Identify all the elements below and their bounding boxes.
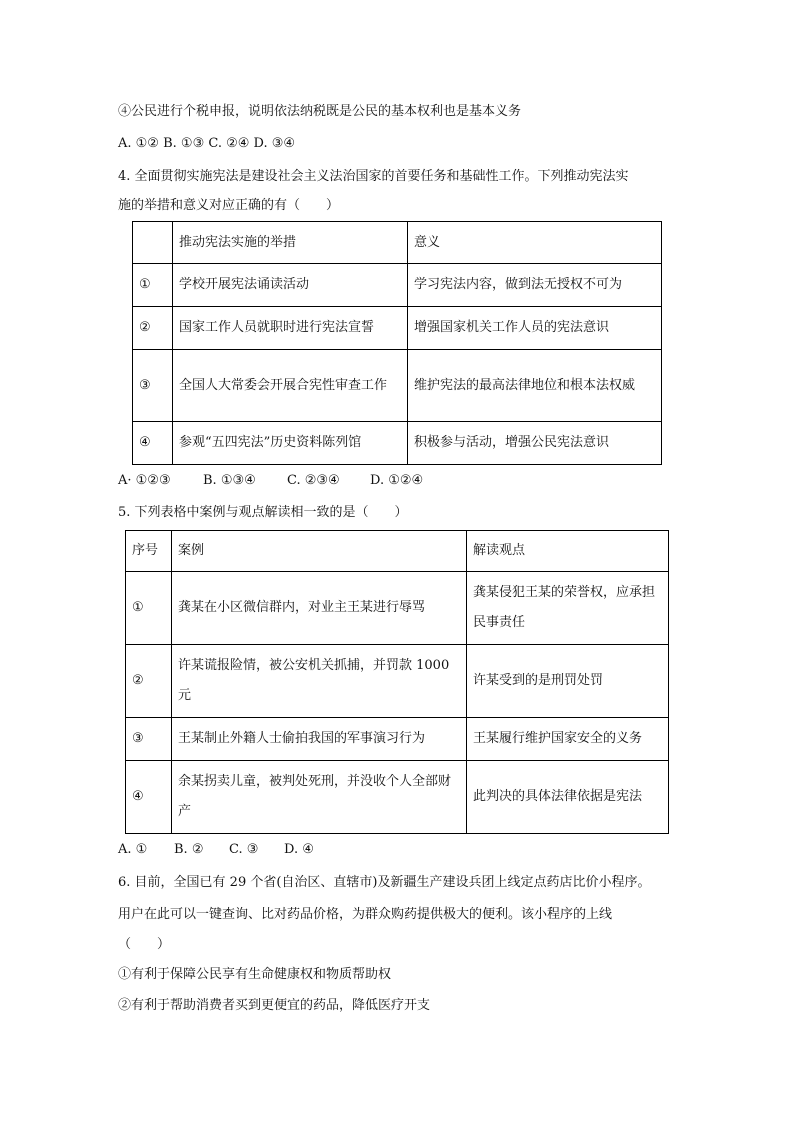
measure-cell: 参观“五四宪法”历史资料陈列馆 [173,422,408,465]
q5-table [125,530,669,834]
option-d: D. ①②④ [370,473,424,488]
row-number: ① [126,572,172,645]
table-header-row [133,222,662,264]
q3-statement-4: ④公民进行个税申报，说明依法纳税既是公民的基本权利也是基本义务 [118,104,522,119]
table-row [133,350,662,422]
option-a: A. ① [118,842,148,857]
q5-stem: 5. 下列表格中案例与观点解读相一致的是（ ） [118,505,408,520]
case-cell: 王某制止外籍人士偷拍我国的军事演习行为 [172,718,467,761]
meaning-cell: 增强国家机关工作人员的宪法意识 [408,307,662,350]
case-cell: 龚某在小区微信群内，对业主王某进行辱骂 [172,572,467,645]
q6-stem-line-2: 用户在此可以一键查询、比对药品价格，为群众购药提供极大的便利。该小程序的上线 [118,907,613,922]
table-header-row [126,531,669,572]
view-cell: 龚某侵犯王某的荣誉权，应承担民事责任 [467,572,669,645]
option-c: C. ③ [229,842,259,857]
view-cell: 此判决的具体法律依据是宪法 [467,761,669,834]
table-row [133,264,662,307]
case-cell: 余某拐卖儿童，被判处死刑，并没收个人全部财产 [172,761,467,834]
view-cell: 王某履行维护国家安全的义务 [467,718,669,761]
row-number: ③ [126,718,172,761]
table-header-cell: 序号 [126,531,172,572]
table-header-cell: 案例 [172,531,467,572]
case-cell: 许某谎报险情，被公安机关抓捕，并罚款 1000 元 [172,645,467,718]
q6-statement-2: ②有利于帮助消费者买到更便宜的药品，降低医疗开支 [118,998,431,1013]
q6-stem-line-1: 6. 目前，全国已有 29 个省(自治区、直辖市)及新疆生产建设兵团上线定点药店比价小程序。 [118,875,651,890]
measure-cell: 学校开展宪法诵读活动 [173,264,408,307]
row-number: ② [126,645,172,718]
row-number: ② [133,307,173,350]
q6-stem-line-3: （ ） [118,937,171,952]
view-cell: 许某受到的是刑罚处罚 [467,645,669,718]
table-row [126,572,669,645]
row-number: ④ [126,761,172,834]
q4-options [118,471,423,491]
row-number: ③ [133,350,173,422]
option-b: B. ② [174,842,204,857]
table-header-cell: 推动宪法实施的举措 [173,222,408,264]
option-b: B. ①③④ [203,473,256,488]
meaning-cell: 积极参与活动，增强公民宪法意识 [408,422,662,465]
q4-stem-line-2: 施的举措和意义对应正确的有（ ） [118,198,340,213]
q6-statement-1: ①有利于保障公民享有生命健康权和物质帮助权 [118,967,392,982]
q5-options [118,840,314,860]
table-row [133,422,662,465]
q4-table [132,221,662,465]
table-header-cell: 意义 [408,222,662,264]
table-row [126,645,669,718]
table-row [126,761,669,834]
table-row [126,718,669,761]
measure-cell: 国家工作人员就职时进行宪法宣誓 [173,307,408,350]
row-number: ④ [133,422,173,465]
option-a: A· ①②③ [118,473,171,488]
table-header-cell [133,222,173,264]
table-row [133,307,662,350]
q4-stem-line-1: 4. 全面贯彻实施宪法是建设社会主义法治国家的首要任务和基础性工作。下列推动宪法实 [118,169,629,184]
meaning-cell: 维护宪法的最高法律地位和根本法权威 [408,350,662,422]
measure-cell: 全国人大常委会开展合宪性审查工作 [173,350,408,422]
option-c: C. ②③④ [287,473,340,488]
q3-options: A. ①② B. ①③ C. ②④ D. ③④ [118,136,296,151]
option-d: D. ④ [284,842,314,857]
meaning-cell: 学习宪法内容，做到法无授权不可为 [408,264,662,307]
row-number: ① [133,264,173,307]
table-header-cell: 解读观点 [467,531,669,572]
